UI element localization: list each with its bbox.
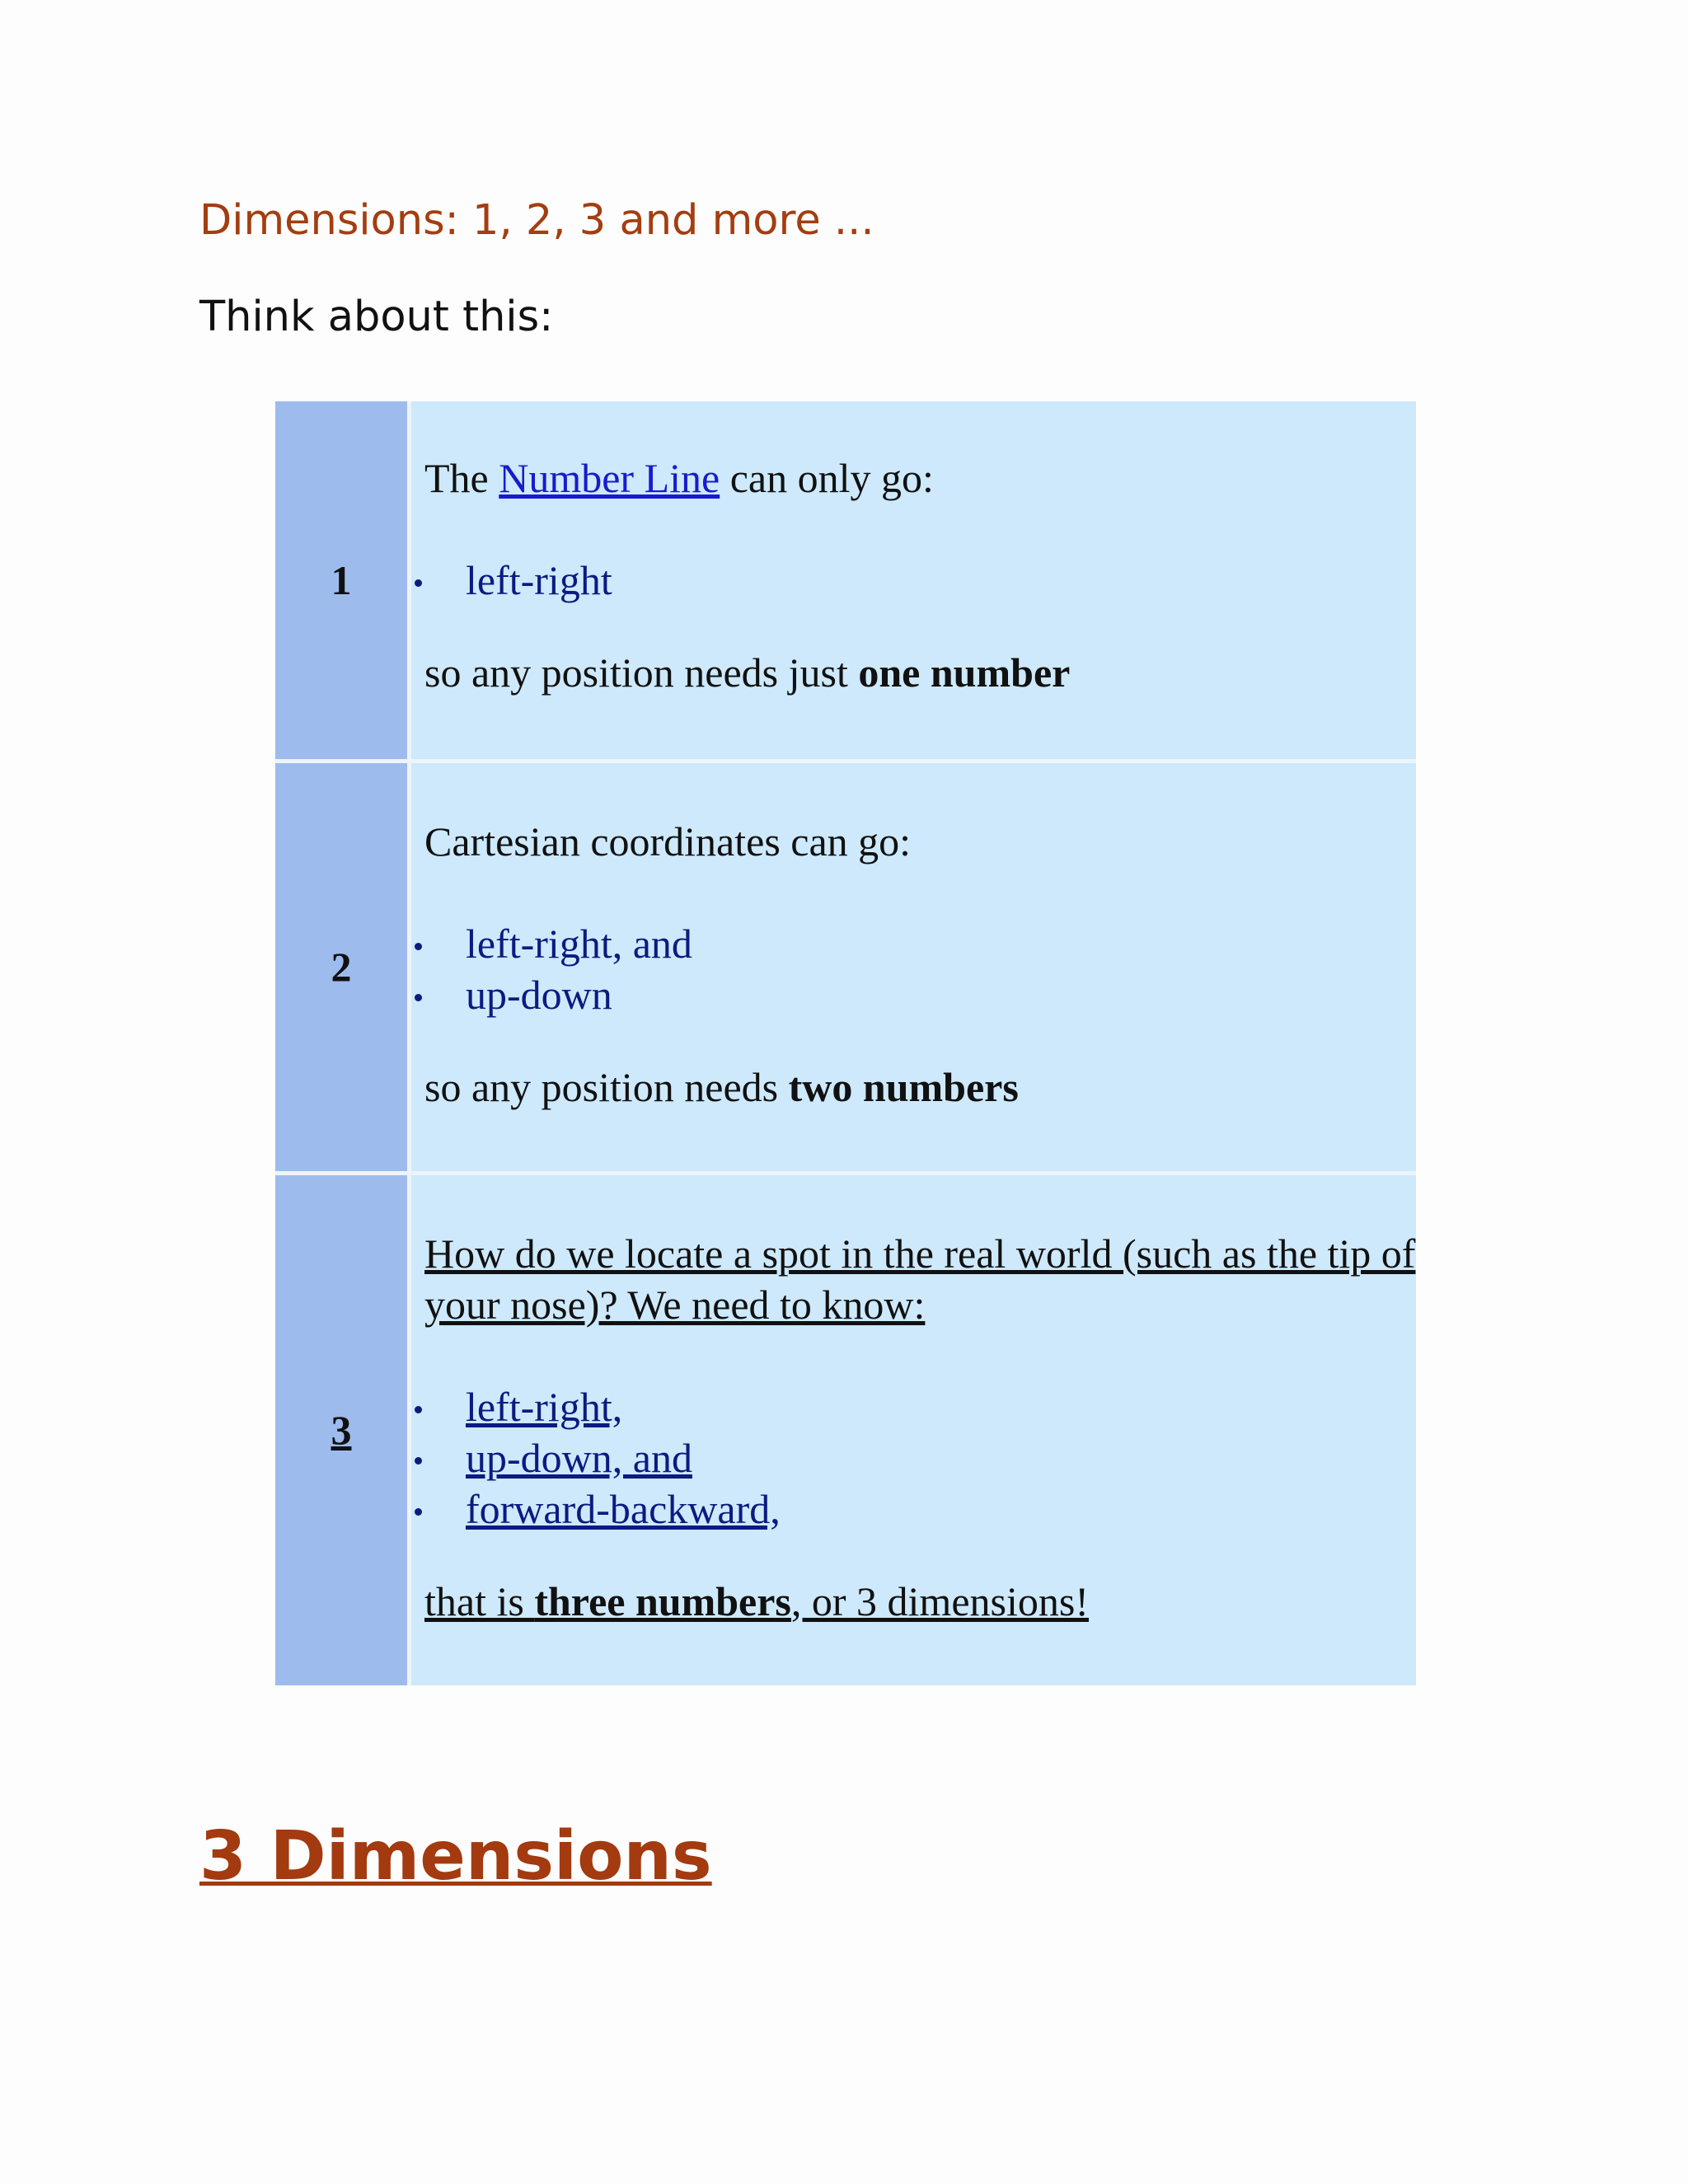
list-item <box>424 1432 1416 1483</box>
number-line-link[interactable]: Number Line <box>499 455 720 501</box>
bullet-label: up-down, and <box>466 1434 692 1481</box>
lead-text <box>424 452 1416 504</box>
dimension-description <box>410 761 1417 1173</box>
foot-before: so any position needs <box>424 1063 789 1110</box>
list-item <box>424 1381 1416 1432</box>
foot-bold: two numbers <box>788 1063 1019 1110</box>
subtitle: Dimensions: 1, 2, 3 and more ... <box>199 196 874 245</box>
foot-bold: three numbers <box>534 1577 791 1624</box>
dimension-number <box>275 1173 410 1685</box>
bullet-icon <box>415 579 422 587</box>
dimension-number-label: 3 <box>331 1407 352 1454</box>
foot-text <box>424 1062 1416 1113</box>
bullet-label: forward-backward, <box>466 1485 781 1532</box>
foot-after: , or 3 dimensions! <box>790 1577 1089 1624</box>
foot-before: so any position needs just <box>424 649 859 696</box>
lead-text: How do we locate a spot in the real world (such as the tip of your nose)? We need to know: <box>424 1230 1416 1328</box>
bullet-label: left-right, and <box>466 920 692 967</box>
direction-list <box>424 918 1416 1020</box>
list-item <box>424 918 1416 969</box>
bullet-icon <box>415 1508 422 1516</box>
list-item <box>424 555 1416 606</box>
foot-bold: one number <box>858 649 1071 696</box>
dimension-description <box>410 1173 1417 1685</box>
bullet-icon <box>415 1457 422 1465</box>
table-row <box>275 1173 1416 1685</box>
foot-before: that is <box>424 1577 535 1624</box>
dimension-number: 1 <box>275 401 410 761</box>
bullet-label: up-down <box>466 971 612 1018</box>
foot-text <box>424 1576 1416 1627</box>
lead-after: can only go: <box>720 455 934 501</box>
lead-before: The <box>424 455 499 501</box>
bullet-icon <box>415 1406 422 1413</box>
foot-text <box>424 647 1416 698</box>
bullet-icon <box>415 994 422 1001</box>
bullet-label: left-right <box>466 557 612 603</box>
direction-list <box>424 555 1416 606</box>
dimension-number: 2 <box>275 761 410 1173</box>
table-row <box>275 761 1416 1173</box>
list-item <box>424 1483 1416 1535</box>
dimensions-table <box>275 401 1416 1685</box>
table-row <box>275 401 1416 761</box>
section-heading: 3 Dimensions <box>199 1817 712 1896</box>
lead-text: Cartesian coordinates can go: <box>424 818 912 865</box>
bullet-icon <box>415 943 422 950</box>
intro-text: Think about this: <box>199 293 554 341</box>
bullet-label: left-right, <box>466 1383 623 1430</box>
dimension-description <box>410 401 1417 761</box>
list-item <box>424 969 1416 1020</box>
direction-list <box>424 1381 1416 1535</box>
